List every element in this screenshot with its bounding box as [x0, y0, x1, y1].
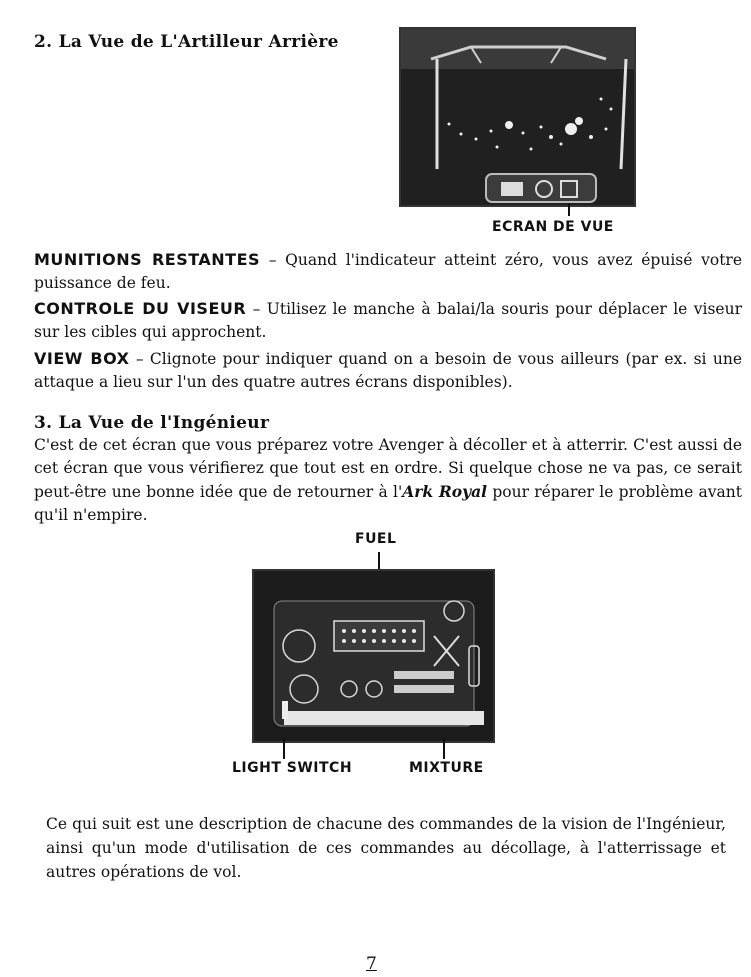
viewbox-text: – Clignote pour indiquer quand on a besoin de vous ailleurs (par ex. si une attaque a lieu sur l'un des quatre autres écrans disponibles). — [34, 350, 742, 391]
controle-text: – Utilisez le manche à balai/la souris pour déplacer le viseur sur les cibles qui approchent. — [34, 300, 742, 341]
mixture-pointer — [443, 737, 445, 759]
munitions-term: MUNITIONS RESTANTES — [34, 250, 261, 269]
controle-paragraph — [34, 297, 742, 344]
munitions-text: – Quand l'indicateur atteint zéro, vous avez épuisé votre puissance de feu. — [34, 251, 743, 292]
mixture-label: MIXTURE — [409, 760, 484, 776]
section-3-heading: 3. La Vue de l'Ingénieur — [34, 413, 270, 433]
munitions-paragraph — [34, 248, 742, 295]
light-switch-pointer — [283, 737, 285, 759]
light-switch-label: LIGHT SWITCH — [232, 760, 353, 776]
engineer-screenshot — [252, 569, 495, 743]
fuel-label: FUEL — [355, 531, 397, 547]
viewbox-term: VIEW BOX — [34, 349, 130, 368]
engineer-scene — [254, 571, 493, 741]
section-2-heading: 2. La Vue de L'Artilleur Arrière — [34, 32, 339, 52]
section-3-text-before: C'est de cet écran que vous préparez votre Avenger à décoller et à atterrir. C'est aussi de cet écran que vous vérifierez que tout est en ordre. Si quelque chose ne va pas, ce serait peut-être une bonne idée que de retourner à l' — [34, 436, 742, 501]
page-number: 7 — [366, 954, 377, 974]
ark-royal-name: Ark Royal — [402, 482, 488, 501]
viewbox-paragraph — [34, 347, 742, 394]
rear-gunner-scene — [401, 29, 634, 205]
fuel-pointer — [378, 552, 380, 570]
view-screen-label: ECRAN DE VUE — [492, 219, 614, 235]
closing-paragraph: Ce qui suit est une description de chacune des commandes de la vision de l'Ingénieur, ainsi qu'un mode d'utilisation de ces commandes au décollage, à l'atterrissage et autres opérations de vol. — [46, 815, 726, 881]
view-screen-pointer — [568, 203, 570, 216]
rear-gunner-screenshot — [399, 27, 636, 207]
section-3-text-after: pour réparer le problème avant qu'il n'empire. — [34, 483, 742, 524]
section-3-paragraph — [34, 434, 742, 527]
controle-term: CONTROLE DU VISEUR — [34, 299, 247, 318]
